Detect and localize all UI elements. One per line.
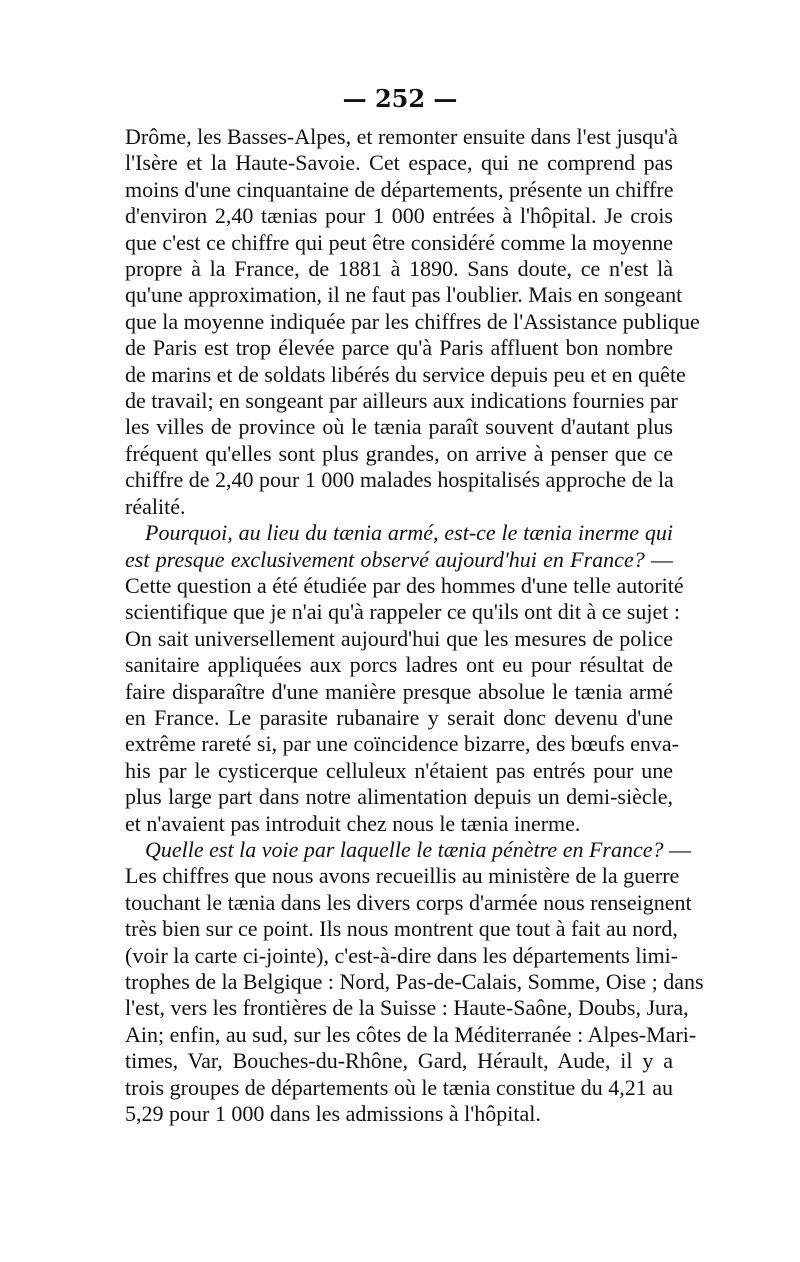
text-line: très bien sur ce point. Ils nous montrent que tout à fait au nord, xyxy=(125,916,678,942)
text-line: sanitaire appliquées aux porcs ladres ont eu pour résultat de xyxy=(125,652,673,678)
text-line: de marins et de soldats libérés du service depuis peu et en quête xyxy=(125,361,686,387)
text-line: que la moyenne indiquée par les chiffres de l'Assistance publique xyxy=(125,308,700,334)
text-line: touchant le tænia dans les divers corps d'armée nous renseignent xyxy=(125,889,692,915)
text-line: trois groupes de départements où le tænia constitue du 4,21 au xyxy=(125,1074,674,1100)
text-line: his par le cysticerque celluleux n'étaient pas entrés pour une xyxy=(125,757,673,783)
body-text xyxy=(125,124,704,1127)
text-line: plus large part dans notre alimentation depuis un demi-siècle, xyxy=(125,784,673,810)
text-line: moins d'une cinquantaine de départements, présente un chiffre xyxy=(125,176,674,202)
text-line: Ain; enfin, au sud, sur les côtes de la Méditerranée : Alpes-Mari- xyxy=(125,1021,697,1047)
italic-question: Quelle est la voie par laquelle le tænia pénètre en France? xyxy=(145,836,664,862)
text-line: réalité. xyxy=(125,493,186,519)
text-line: faire disparaître d'une manière presque absolue le tænia armé xyxy=(125,678,673,704)
text-line xyxy=(125,836,691,863)
paragraph-1 xyxy=(125,124,700,520)
text-line: qu'une approximation, il ne faut pas l'oublier. Mais en songeant xyxy=(125,282,683,308)
text-line: et n'avaient pas introduit chez nous le tænia inerme. xyxy=(125,810,581,836)
text-line: times, Var, Bouches-du-Rhône, Gard, Hérault, Aude, il y a xyxy=(125,1048,673,1074)
paragraph-2 xyxy=(125,520,684,837)
text-line: Drôme, les Basses-Alpes, et remonter ensuite dans l'est jusqu'à xyxy=(125,124,678,149)
text-line: Les chiffres que nous avons recueillis au ministère de la guerre xyxy=(125,863,680,889)
text-line: que c'est ce chiffre qui peut être considéré comme la moyenne xyxy=(125,229,673,255)
text-line: chiffre de 2,40 pour 1 000 malades hospitalisés approche de la xyxy=(125,467,674,493)
text-line: fréquent qu'elles sont plus grandes, on arrive à penser que ce xyxy=(125,440,673,466)
text-line: les villes de province où le tænia paraît souvent d'autant plus xyxy=(125,414,673,440)
text-line: l'est, vers les frontières de la Suisse : Haute-Saône, Doubs, Jura, xyxy=(125,995,689,1021)
text-line: scientifique que je n'ai qu'à rappeler ce qu'ils ont dit à ce sujet : xyxy=(125,599,680,625)
paragraph-3 xyxy=(125,836,704,1127)
text-line: propre à la France, de 1881 à 1890. Sans doute, ce n'est là xyxy=(125,256,673,282)
text-line: d'environ 2,40 tænias pour 1 000 entrées à l'hôpital. Je crois xyxy=(125,203,673,229)
page-number: — 252 — xyxy=(342,84,458,113)
text-line: de travail; en songeant par ailleurs aux indications fournies par xyxy=(125,388,678,414)
text-line: de Paris est trop élevée parce qu'à Paris affluent bon nombre xyxy=(125,335,673,361)
text-line xyxy=(125,547,673,573)
text-line: On sait universellement aujourd'hui que les mesures de police xyxy=(125,625,673,651)
text-line: 5,29 pour 1 000 dans les admissions à l'hôpital. xyxy=(125,1101,541,1127)
text-line: trophes de la Belgique : Nord, Pas-de-Calais, Somme, Oise ; dans xyxy=(125,969,704,994)
italic-question: Pourquoi, au lieu du tænia armé, est-ce le tænia inerme qui xyxy=(145,520,673,546)
dash: — xyxy=(644,546,673,572)
dash: — xyxy=(663,836,691,862)
text-line xyxy=(125,520,673,546)
text-line: extrême rareté si, par une coïncidence bizarre, des bœufs enva- xyxy=(125,731,679,757)
text-line: l'Isère et la Haute-Savoie. Cet espace, qui ne comprend pas xyxy=(125,150,673,176)
text-line: en France. Le parasite rubanaire y serait donc devenu d'une xyxy=(125,704,673,730)
text-line: (voir la carte ci-jointe), c'est-à-dire dans les départements limi- xyxy=(125,942,679,968)
italic-question: est presque exclusivement observé aujourd'hui en France? xyxy=(125,546,645,572)
text-line: Cette question a été étudiée par des hommes d'une telle autorité xyxy=(125,572,684,598)
